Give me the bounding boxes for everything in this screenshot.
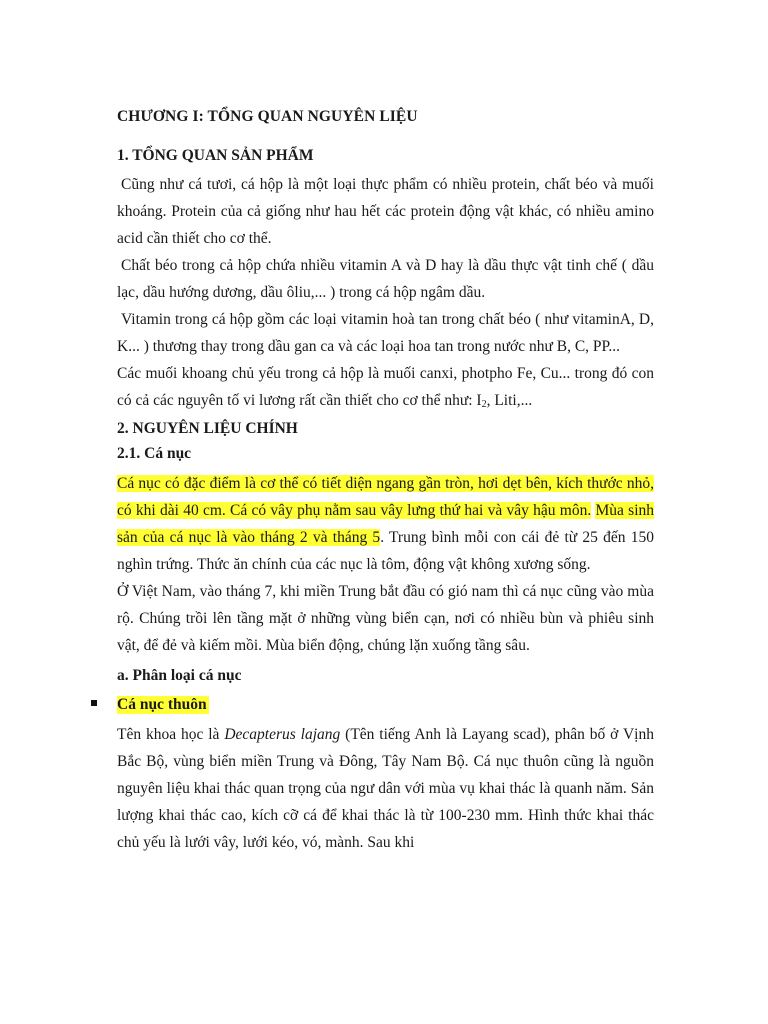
section-1-paragraph-4 [117,360,654,418]
section-2-1-heading: 2.1. Cá nục [117,445,192,462]
subsection-a-heading: a. Phân loại cá nục [117,667,242,684]
para-4-text-b: , Liti,... [486,392,533,409]
bullet-item [117,696,654,714]
scientific-name: Decapterus lajang [224,726,341,743]
para-4-text-a: Các muối khoang chủ yếu trong cả hộp là muối canxi, photpho Fe, Cu... trong đó con có cả các nguyên tố vi lương rất cần thiết cho cơ thể như: I [117,365,654,409]
section-2-1-paragraph-1 [117,470,654,578]
section-2-1-paragraph-3 [117,721,654,856]
para-3-text-a: Tên khoa học là [117,726,225,743]
section-2-heading: 2. NGUYÊN LIỆU CHÍNH [117,420,298,437]
para-4-subscript: 2 [481,399,487,410]
section-1-paragraph-1: Cũng như cá tươi, cá hộp là một loại thực phẩm có nhiều protein, chất béo và muối khoáng. Protein của cả giống như hau hết các protein động vật khác, có nhiều amino acid cần thiết cho cơ thể. [117,176,654,247]
square-bullet-icon [91,700,97,706]
section-2-1-paragraph-2: Ở Việt Nam, vào tháng 7, khi miền Trung bắt đầu có gió nam thì cá nục cũng vào mùa rộ. Chúng trồi lên tầng mặt ở những vùng biển cạn, nơi có nhiều bùn và phiêu sinh vật, để đẻ và kiếm mồi. Mùa biển động, chúng lặn xuống tầng sâu. [117,583,654,654]
section-1-paragraph-2: Chất béo trong cả hộp chứa nhiều vitamin A và D hay là dầu thực vật tinh chế ( dầu lạc, dầu hướng dương, dầu ôliu,... ) trong cá hộp ngâm dầu. [117,257,654,301]
section-1-paragraph-3: Vitamin trong cá hộp gồm các loại vitamin hoà tan trong chất béo ( như vitaminA, D, K... ) thương thay trong dầu gan ca và các loại hoa tan trong nước như B, C, PP... [117,311,654,355]
para-3-text-b: (Tên tiếng Anh là Layang scad), phân bố ở Vịnh Bắc Bộ, vùng biển miền Trung và Đông, Tây Nam Bộ. Cá nục thuôn cũng là nguồn nguyên liệu khai thác quan trọng của ngư dân với mùa vụ khai thác là quanh năm. Sản lượng khai thác cao, kích cỡ cá để khai thác là từ 100-230 mm. Hình thức khai thác chủ yếu là lưới vây, lưới kéo, vó, mành. Sau khi [117,726,654,851]
highlighted-text-2: Mùa sinh sản của cá nục là vào tháng 2 và tháng 5 [117,502,655,546]
paragraph-1-rest: . Trung bình mỗi con cái đẻ từ 25 đến 150 nghìn trứng. Thức ăn chính của các nục là tôm, động vật không xương sống. [117,529,654,573]
highlighted-text-1: Cá nục có đặc điểm là cơ thể có tiết diện ngang gần tròn, hơi dẹt bên, kích thước nhỏ, có khi dài 40 cm. Cá có vây phụ nằm sau vây lưng thứ hai và vây hậu môn. [117,475,654,519]
chapter-title: CHƯƠNG I: TỔNG QUAN NGUYÊN LIỆU [117,108,418,125]
section-1-heading: 1. TỔNG QUAN SẢN PHẨM [117,147,314,164]
bullet-label: Cá nục thuôn [117,696,207,713]
